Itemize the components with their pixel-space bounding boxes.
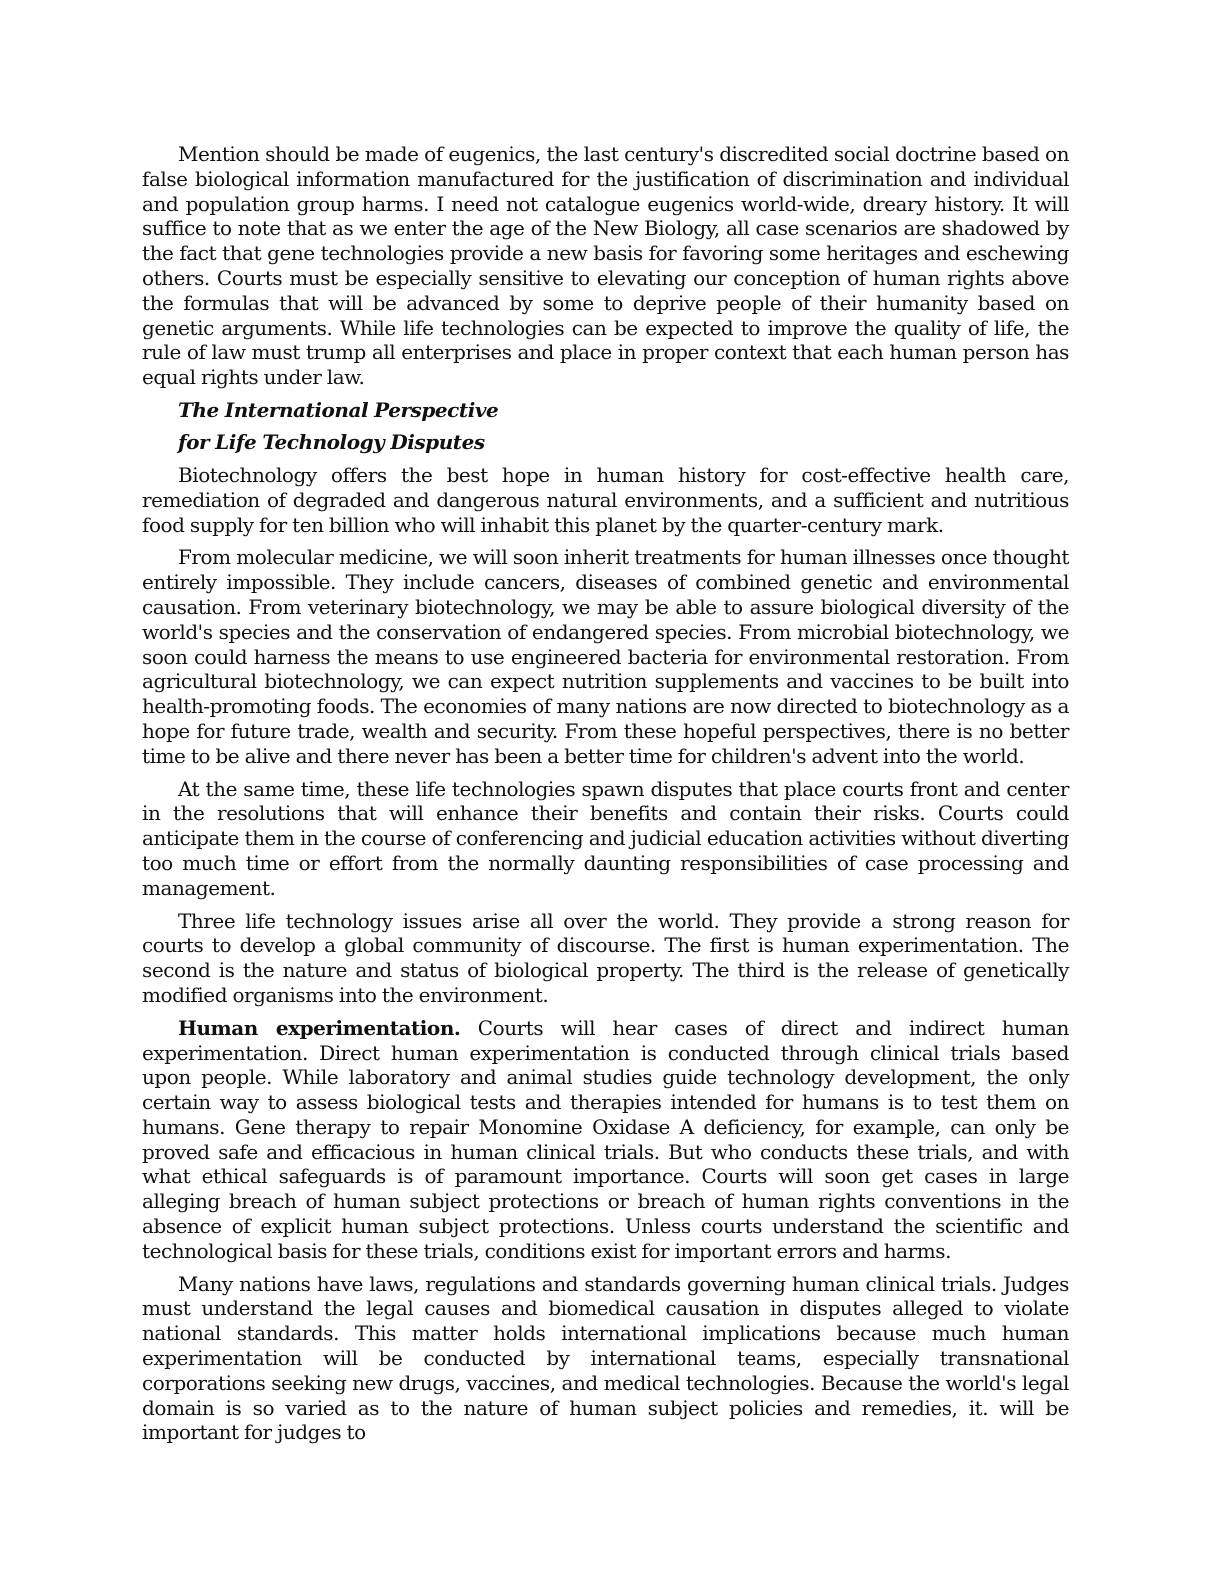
paragraph-eugenics: Mention should be made of eugenics, the last century's discredited social doctrine based on false biological information manufactured for the justification of discrimination and individual and population group harms. I need not catalogue eugenics world-wide, dreary history. It will suffice to note that as we enter the age of the New Biology, all case scenarios are shadowed by the fact that gene technologies provide a new basis for favoring some heritages and eschewing others. Courts must be especially sensitive to elevating our conception of human rights above the formulas that will be advanced by some to deprive people of their humanity based on genetic arguments. While life technologies can be expected to improve the quality of life, the rule of law must trump all enterprises and place in proper context that each human person has equal rights under law. bbox=[142, 142, 1069, 390]
run-in-heading: Human experimentation. bbox=[178, 1015, 461, 1040]
paragraph-clinical-trial-laws: Many nations have laws, regulations and standards governing human clinical trials. Judges must understand the legal causes and biomedical causation in disputes alleged to violate national standards. This matter holds international implications because much human experimentation will be conducted by international teams, especially transnational corporations seeking new drugs, vaccines, and medical technologies. Because the world's legal domain is so varied as to the nature of human subject policies and remedies, it. will be important for judges to bbox=[142, 1271, 1069, 1445]
section-heading-line-2: for Life Technology Disputes bbox=[178, 430, 485, 455]
paragraph-molecular-medicine: From molecular medicine, we will soon inherit treatments for human illnesses once thought entirely impossible. They include cancers, diseases of combined genetic and environmental causation. From veterinary biotechnology, we may be able to assure biological diversity of the world's species and the conservation of endangered species. From microbial biotechnology, we soon could harness the means to use engineered bacteria for environmental restoration. From agricultural biotechnology, we can expect nutrition supplements and vaccines to be built into health-promoting foods. The economies of many nations are now directed to biotechnology as a hope for future trade, wealth and security. From these hopeful perspectives, there is no better time to be alive and there never has been a better time for children's advent into the world. bbox=[142, 545, 1069, 768]
paragraph-three-issues: Three life technology issues arise all over the world. They provide a strong reason for courts to develop a global community of discourse. The first is human experimentation. The second is the nature and status of biological property. The third is the release of genetically modified organisms into the environment. bbox=[142, 908, 1069, 1007]
paragraph-life-technology-disputes: At the same time, these life technologies spawn disputes that place courts front and center in the resolutions that will enhance their benefits and contain their risks. Courts could anticipate them in the course of conferencing and judicial education activities without diverting too much time or effort from the normally daunting responsibilities of case processing and management. bbox=[142, 776, 1069, 900]
paragraph-biotechnology-hope: Biotechnology offers the best hope in human history for cost-effective health care, remediation of degraded and dangerous natural environments, and a sufficient and nutritious food supply for ten billion who will inhabit this planet by the quarter-century mark. bbox=[142, 462, 1069, 537]
document-page bbox=[142, 142, 1069, 1453]
section-heading-line-1: The International Perspective bbox=[178, 397, 499, 422]
paragraph-human-experimentation bbox=[142, 1016, 1069, 1264]
paragraph-body: Courts will hear cases of direct and indirect human experimentation. Direct human experimentation is conducted through clinical trials based upon people. While laboratory and animal studies guide technology development, the only certain way to assess biological tests and therapies intended for humans is to test them on humans. Gene therapy to repair Monomine Oxidase A deficiency, for example, can only be proved safe and efficacious in human clinical trials. But who conducts these trials, and with what ethical safeguards is of paramount importance. Courts will soon get cases in large alleging breach of human subject protections or breach of human rights conventions in the absence of explicit human subject protections. Unless courts understand the scientific and technological basis for these trials, conditions exist for important errors and harms. bbox=[142, 1015, 1069, 1263]
